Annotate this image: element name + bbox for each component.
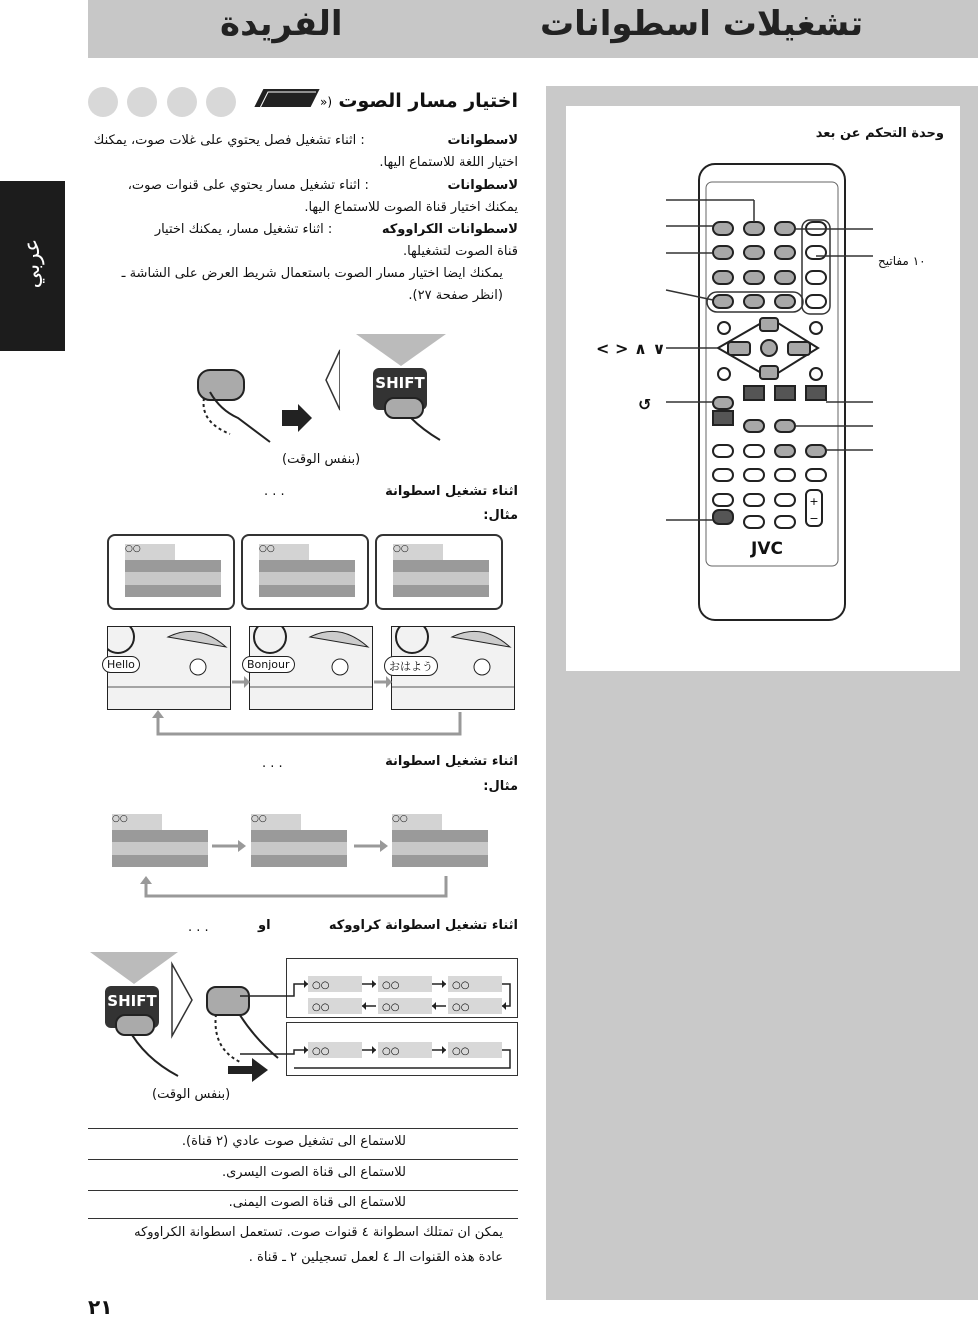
table-rule-top [88,1128,518,1129]
table-rule-1 [88,1159,518,1160]
header-title-secondary: الفريدة [220,4,343,44]
svg-text:○○: ○○ [452,1002,470,1013]
svg-text:○○: ○○ [312,1046,330,1057]
table-row-3: للاستماع الى قناة الصوت اليمنى. [228,1195,406,1210]
svg-text:○○: ○○ [382,1002,400,1013]
cycle-arrows-2 [140,836,460,906]
during-1-example: مثال: [483,508,518,523]
para-1: لاسطوانات : اثناء تشغيل فصل يحتوي على غلات صوت، يمكنك [93,133,518,148]
svg-text:+: + [809,495,819,508]
osd-bubble-3: ○○ [375,534,503,610]
para-4: يمكنك ايضا اختيار مسار الصوت باستعمال شريط العرض على الشاشة ـ [121,266,503,281]
brand-logo: JVC [751,539,783,559]
page-number: ٢١ [88,1295,113,1319]
para-1-text: اثناء تشغيل فصل يحتوي على غلات صوت، يمكنك [93,133,357,148]
ten-keys-label: ١٠ مفاتيح [878,254,926,268]
speech-japanese: おはよう [384,656,438,676]
disc-indicator-3 [167,87,197,117]
svg-text:−: − [809,512,819,525]
during-2-dots: . . . [262,756,283,771]
hold-label-1: (بنفس الوقت) [282,452,361,467]
shift-button-1: SHIFT [373,368,427,410]
shift-button-2: SHIFT [105,986,159,1028]
cycle-arrows-1 [150,660,470,740]
para-1-lead: لاسطوانات [447,133,518,148]
para-2-text: اثناء تشغيل مسار يحتوي على قنوات صوت، [127,178,361,193]
during-3-title: اثناء تشغيل اسطوانة كراووكه [328,918,518,933]
table-row-2: للاستماع الى قناة الصوت اليسرى. [222,1165,406,1180]
note-line-2: عادة هذه القنوات الـ ٤ لعمل تسجيلين ٢ ـ قناة . [248,1250,503,1265]
shift-target-button-2 [115,1014,155,1036]
hold-label-2: (بنفس الوقت) [152,1087,231,1102]
para-3-lead: لاسطوانات الكراووكه [381,222,518,237]
osd-channel-2: ○○ [251,814,347,867]
osd-channel-1: ○○ [112,814,208,867]
para-2-cont: يمكنك اختيار قناة الصوت للاستماع اليها. [304,200,518,215]
disc-indicator-4 [206,87,236,117]
disc-indicator-1 [88,87,118,117]
disc-indicator-2 [127,87,157,117]
remote-figure [566,106,960,671]
para-2: لاسطوانات : اثناء تشغيل مسار يحتوي على قنوات صوت، [127,178,518,193]
svg-text:○○: ○○ [452,1046,470,1057]
during-2-title: اثناء تشغيل اسطوانة [385,754,518,769]
svg-text:○○: ○○ [382,980,400,991]
during-3-dots: . . . [188,920,209,935]
para-3-cont: قناة الصوت لتشغيلها. [402,244,518,259]
during-1-dots: . . . [264,484,285,499]
osd-channel-3: ○○ [392,814,488,867]
target-button-1 [384,397,424,419]
during-2-example: مثال: [483,779,518,794]
table-rule-bottom [88,1218,518,1219]
speech-bonjour: Bonjour [242,656,295,673]
para-2-lead: لاسطوانات [447,178,518,193]
remote-caption: وحدة التحكم عن بعد [815,126,944,141]
para-1-cont: اختيار اللغة للاستماع اليها. [379,155,518,170]
svg-text:»): ») [320,95,333,109]
during-3-or: او [258,918,271,933]
table-row-1: للاستماع الى تشغيل صوت عادي (٢ قناة). [181,1134,406,1149]
cursor-keys-label: < > ∧ ∨ [596,339,666,358]
svg-text:○○: ○○ [382,1046,400,1057]
language-tab [0,181,65,351]
para-3-text: اثناء تشغيل مسار، يمكنك اختيار [154,222,324,237]
svg-text:○○: ○○ [312,1002,330,1013]
language-tab-label: عربي [20,238,45,289]
osd-bubble-1: ○○ [107,534,235,610]
speech-hello: Hello [102,656,140,673]
button-and-audio-icon [246,84,336,116]
remote-control-drawing [566,106,960,671]
during-1-title: اثناء تشغيل اسطوانة [385,484,518,499]
karaoke-cycle-diagram [240,958,520,1078]
note-line-1: يمكن ان تمتلك اسطوانة ٤ قنوات صوت. تستعمل اسطوانة الكراووكه [134,1225,503,1240]
svg-text:○○: ○○ [312,980,330,991]
return-icon: ↺ [638,395,652,414]
table-rule-2 [88,1190,518,1191]
para-4-cont: (انظر صفحة ٢٧). [408,288,503,303]
osd-bubble-2: ○○ [241,534,369,610]
para-3: لاسطوانات الكراووكه : اثناء تشغيل مسار، يمكنك اختيار [154,222,518,237]
header-title-main: تشغيلات اسطوانات [540,4,864,44]
svg-text:○○: ○○ [452,980,470,991]
section-title: اختيار مسار الصوت [338,90,518,112]
